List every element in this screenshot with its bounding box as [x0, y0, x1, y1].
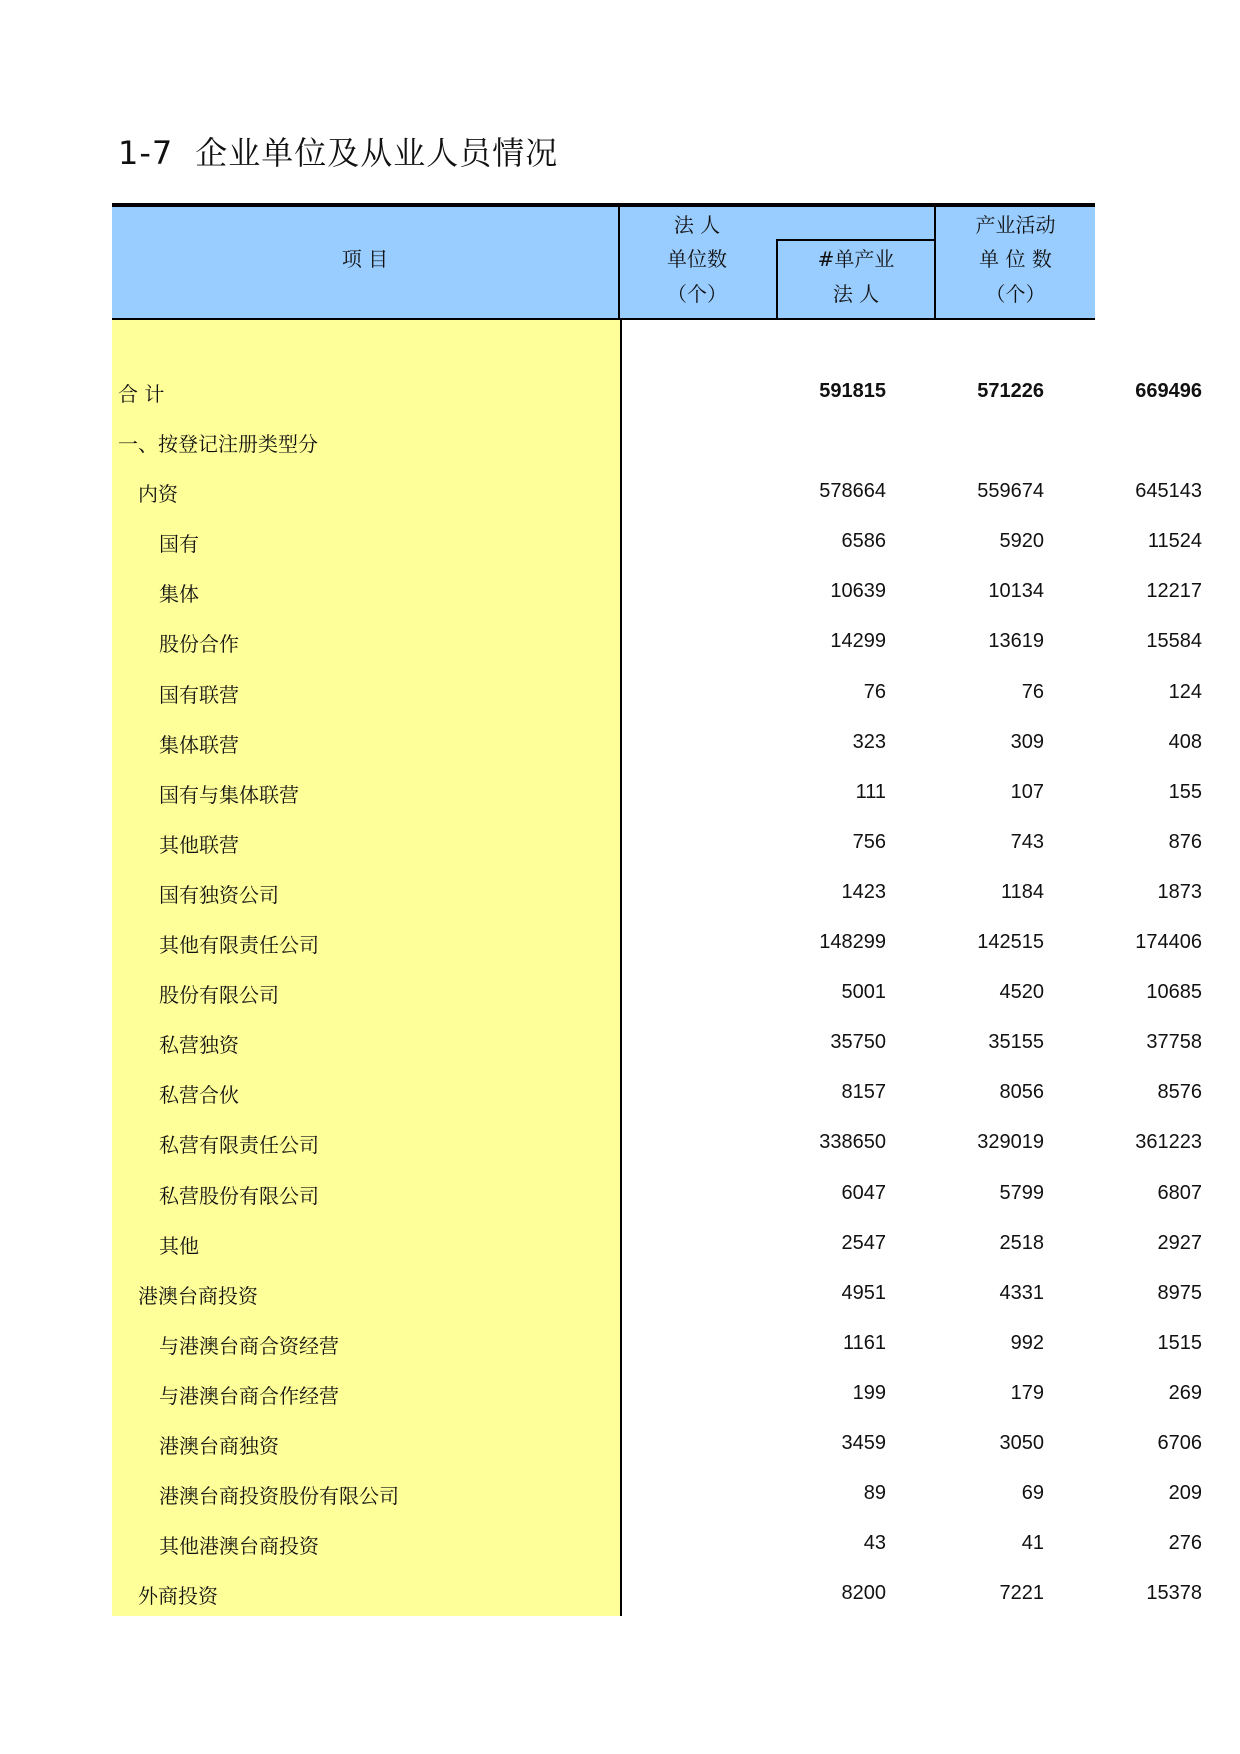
- activity-unit-count-cell: 276: [1168, 1532, 1202, 1555]
- activity-unit-count-cell: 6706: [1157, 1431, 1202, 1454]
- single-industry-count-cell: 743: [1010, 830, 1044, 853]
- table-row: [112, 1069, 1202, 1119]
- table-row: [112, 618, 1202, 668]
- table-row: [112, 418, 1095, 468]
- row-label: 集体联营: [159, 732, 239, 757]
- activity-unit-count-cell: 15378: [1146, 1582, 1202, 1605]
- activity-unit-count-cell: 124: [1168, 680, 1202, 703]
- single-industry-count-cell: 571226: [977, 380, 1044, 402]
- legal-unit-count-cell: 8157: [841, 1081, 886, 1104]
- table-row: [112, 1570, 1202, 1620]
- single-industry-count-cell: 992: [1010, 1331, 1044, 1354]
- single-industry-count-cell: 10134: [988, 580, 1044, 603]
- legal-unit-count-cell: 8200: [841, 1582, 886, 1605]
- activity-unit-count-cell: 37758: [1146, 1031, 1202, 1054]
- table-row: [112, 368, 1202, 418]
- header-activity-unit: （个）: [985, 282, 1046, 306]
- table-number: 1-7: [118, 134, 174, 172]
- activity-unit-count-cell: 669496: [1135, 380, 1202, 402]
- row-label: 其他有限责任公司: [159, 933, 319, 958]
- row-label: 内资: [138, 482, 178, 507]
- activity-unit-count-cell: 10685: [1146, 981, 1202, 1004]
- activity-unit-count-cell: 1515: [1157, 1331, 1202, 1354]
- single-industry-count-cell: 179: [1010, 1381, 1044, 1404]
- row-label: 港澳台商投资: [138, 1283, 258, 1308]
- activity-unit-count-cell: 209: [1168, 1482, 1202, 1505]
- table-row: [112, 969, 1202, 1019]
- row-label: 国有与集体联营: [159, 782, 299, 807]
- activity-unit-count-cell: 8975: [1157, 1281, 1202, 1304]
- row-label: 港澳台商独资: [159, 1433, 279, 1458]
- table-row: [112, 1119, 1202, 1169]
- activity-unit-count-cell: 155: [1168, 780, 1202, 803]
- legal-unit-count-cell: 35750: [830, 1031, 886, 1054]
- single-industry-count-cell: 142515: [977, 931, 1044, 954]
- table-rows: [112, 368, 1202, 1620]
- single-industry-count-cell: 4520: [999, 981, 1044, 1004]
- row-label: 其他港澳台商投资: [159, 1534, 319, 1559]
- legal-unit-count-cell: 578664: [819, 480, 886, 503]
- activity-unit-count-cell: 408: [1168, 730, 1202, 753]
- activity-unit-count-cell: 12217: [1146, 580, 1202, 603]
- single-industry-count-cell: 4331: [999, 1281, 1044, 1304]
- activity-unit-count-cell: 361223: [1135, 1131, 1202, 1154]
- table-row: [112, 1019, 1202, 1069]
- row-label: 其他联营: [159, 832, 239, 857]
- legal-unit-count-cell: 76: [863, 680, 886, 703]
- table-row: [112, 869, 1202, 919]
- table-row: [112, 1470, 1202, 1520]
- activity-unit-count-cell: 6807: [1157, 1181, 1202, 1204]
- legal-unit-count-cell: 4951: [841, 1281, 886, 1304]
- row-label: 一、按登记注册类型分: [118, 432, 318, 457]
- single-industry-count-cell: 13619: [988, 630, 1044, 653]
- single-industry-count-cell: 1184: [1000, 880, 1044, 903]
- header-single-bottom: 法 人: [832, 282, 880, 306]
- legal-unit-count-cell: 338650: [819, 1131, 886, 1154]
- legal-unit-count-cell: 2547: [841, 1231, 886, 1254]
- table-body: [112, 320, 1202, 1616]
- single-industry-count-cell: 309: [1010, 730, 1044, 753]
- legal-unit-count-cell: 323: [852, 730, 886, 753]
- single-industry-count-cell: 76: [1021, 680, 1044, 703]
- activity-unit-count-cell: 174406: [1135, 931, 1202, 954]
- table-row: [112, 1520, 1202, 1570]
- table-row: [112, 1220, 1202, 1270]
- table-row: [112, 669, 1202, 719]
- single-industry-count-cell: 7221: [999, 1582, 1044, 1605]
- row-label: 国有联营: [159, 682, 239, 707]
- table-row: [112, 1170, 1202, 1220]
- legal-unit-count-cell: 1161: [842, 1331, 886, 1354]
- header-legal-top: 法 人: [673, 213, 721, 237]
- activity-unit-count-cell: 8576: [1157, 1081, 1202, 1104]
- header-single-top: #单产业: [817, 247, 895, 271]
- header-activity-mid: 单 位 数: [979, 247, 1052, 271]
- activity-unit-count-cell: 11524: [1147, 530, 1202, 553]
- activity-unit-count-cell: 15584: [1146, 630, 1202, 653]
- row-label: 合 计: [118, 382, 165, 406]
- row-label: 与港澳台商合作经营: [159, 1383, 339, 1408]
- legal-unit-count-cell: 89: [863, 1482, 886, 1505]
- legal-unit-count-cell: 591815: [819, 380, 886, 402]
- row-label: 私营合伙: [159, 1083, 239, 1108]
- row-label: 私营股份有限公司: [159, 1183, 319, 1208]
- data-table: [112, 203, 1202, 1616]
- table-row: [112, 1320, 1202, 1370]
- header-subline: [776, 239, 936, 241]
- page-title: [118, 128, 558, 174]
- legal-unit-count-cell: 148299: [819, 931, 886, 954]
- activity-unit-count-cell: 2927: [1157, 1231, 1202, 1254]
- row-label: 外商投资: [138, 1584, 218, 1609]
- row-label: 国有独资公司: [159, 882, 279, 907]
- row-label: 股份有限公司: [159, 983, 279, 1008]
- row-label: 集体: [159, 582, 199, 607]
- legal-unit-count-cell: 199: [852, 1381, 886, 1404]
- row-label: 港澳台商投资股份有限公司: [159, 1484, 399, 1509]
- header-item: 项 目: [341, 247, 389, 271]
- single-industry-count-cell: 5799: [999, 1181, 1044, 1204]
- table-row: [112, 1420, 1202, 1470]
- table-row: [112, 468, 1202, 518]
- row-label: 私营有限责任公司: [159, 1133, 319, 1158]
- table-row: [112, 1270, 1202, 1320]
- legal-unit-count-cell: 111: [855, 780, 886, 803]
- legal-unit-count-cell: 5001: [841, 981, 886, 1004]
- single-industry-count-cell: 107: [1010, 780, 1044, 803]
- header-activity-top: 产业活动: [975, 213, 1056, 237]
- table-row: [112, 1370, 1202, 1420]
- table-header: [112, 203, 1095, 320]
- header-legal-unit: （个）: [667, 282, 727, 306]
- row-label: 国有: [159, 532, 199, 557]
- header-legal-mid: 单位数: [667, 247, 727, 271]
- single-industry-count-cell: 8056: [999, 1081, 1044, 1104]
- table-row: [112, 518, 1202, 568]
- row-label: 股份合作: [159, 632, 239, 657]
- table-row: [112, 819, 1202, 869]
- activity-unit-count-cell: 876: [1168, 830, 1202, 853]
- legal-unit-count-cell: 14299: [830, 630, 886, 653]
- row-label: 与港澳台商合资经营: [159, 1333, 339, 1358]
- legal-unit-count-cell: 6586: [841, 530, 886, 553]
- table-row: [112, 769, 1202, 819]
- legal-unit-count-cell: 43: [863, 1532, 886, 1555]
- table-row: [112, 919, 1202, 969]
- single-industry-count-cell: 2518: [999, 1231, 1044, 1254]
- single-industry-count-cell: 3050: [999, 1431, 1044, 1454]
- legal-unit-count-cell: 10639: [830, 580, 886, 603]
- row-label: 私营独资: [159, 1033, 239, 1058]
- single-industry-count-cell: 69: [1021, 1482, 1044, 1505]
- legal-unit-count-cell: 3459: [841, 1431, 886, 1454]
- table-row: [112, 568, 1202, 618]
- table-row: [112, 719, 1202, 769]
- table-title-text: 企业单位及从业人员情况: [195, 134, 559, 172]
- activity-unit-count-cell: 269: [1168, 1381, 1202, 1404]
- legal-unit-count-cell: 756: [852, 830, 886, 853]
- activity-unit-count-cell: 645143: [1135, 480, 1202, 503]
- activity-unit-count-cell: 1873: [1157, 880, 1202, 903]
- row-label: 其他: [159, 1233, 199, 1258]
- legal-unit-count-cell: 6047: [841, 1181, 886, 1204]
- single-industry-count-cell: 35155: [988, 1031, 1044, 1054]
- single-industry-count-cell: 41: [1021, 1532, 1044, 1555]
- single-industry-count-cell: 559674: [977, 480, 1044, 503]
- legal-unit-count-cell: 1423: [841, 880, 886, 903]
- single-industry-count-cell: 5920: [999, 530, 1044, 553]
- single-industry-count-cell: 329019: [977, 1131, 1044, 1154]
